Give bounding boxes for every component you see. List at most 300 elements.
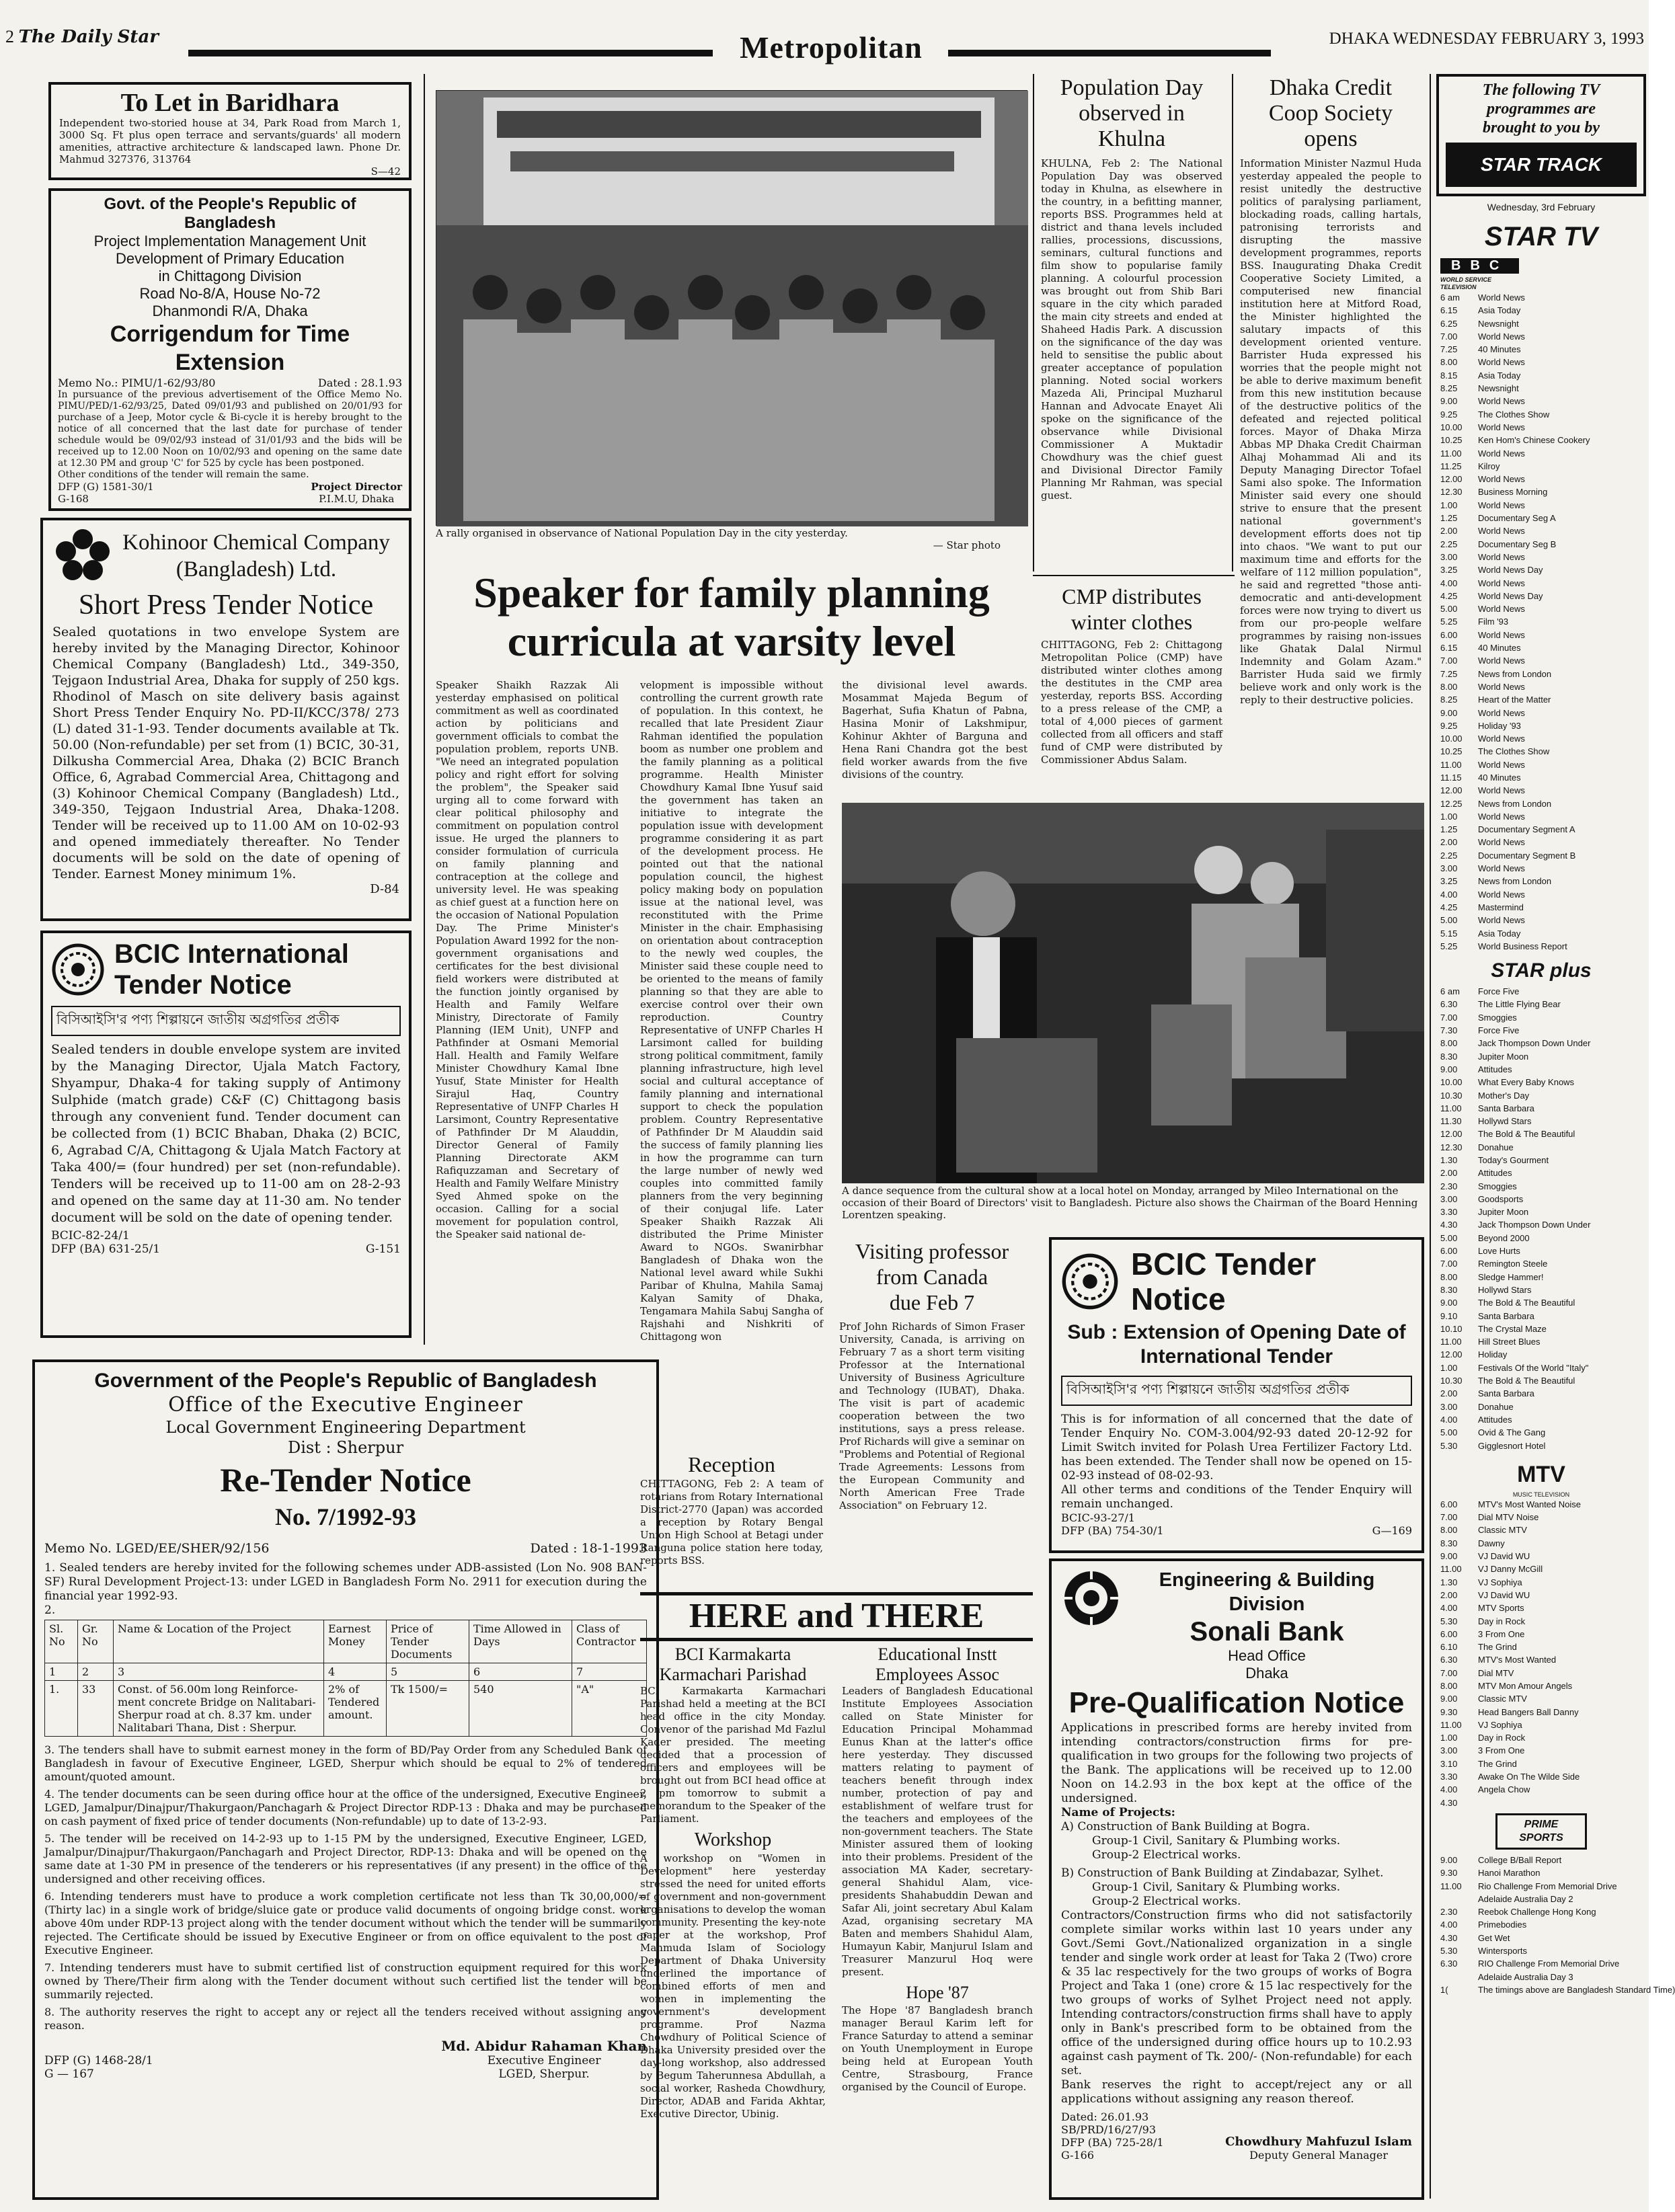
- corrigendum-notice: [48, 188, 412, 511]
- here-there-col-1: [640, 1645, 826, 2196]
- schedule-item: [1440, 395, 1646, 407]
- schedule-time: 12.00: [1440, 474, 1463, 485]
- schedule-programme: World News: [1478, 357, 1525, 368]
- table-cell: 540: [469, 1681, 572, 1737]
- schedule-time: 7.00: [1440, 1512, 1458, 1523]
- retender-number: No. 7/1992-93: [275, 1503, 416, 1530]
- column-rule-h: [1033, 575, 1235, 576]
- schedule-time: 8.00: [1440, 1680, 1458, 1691]
- schedule-programme: Awake On The Wilde Side: [1478, 1772, 1580, 1782]
- schedule-item: [1440, 1361, 1646, 1374]
- schedule-programme: Festivals Of the World "Italy": [1478, 1362, 1589, 1373]
- bcic1-code: BCIC-82-24/1: [51, 1229, 130, 1242]
- schedule-time: 3.30: [1440, 1207, 1458, 1218]
- schedule-item: [1440, 356, 1646, 368]
- schedule-programme: VJ Danny McGill: [1478, 1564, 1543, 1575]
- schedule-programme: World News: [1478, 707, 1525, 718]
- sonali-bank-name: Sonali Bank: [1190, 1617, 1344, 1647]
- star-plus-schedule: [1436, 985, 1646, 1452]
- schedule-item: [1440, 849, 1646, 862]
- sonali-project-b-group-1: Group-1 Civil, Sanitary & Plumbing works.: [1092, 1881, 1341, 1894]
- schedule-programme: Hollywd Stars: [1478, 1284, 1532, 1295]
- corrigendum-dfp: DFP (G) 1581-30/1: [58, 481, 154, 493]
- schedule-time: 6.30: [1440, 999, 1458, 1010]
- schedule-time: 3.00: [1440, 1193, 1458, 1204]
- schedule-time: 8.00: [1440, 681, 1458, 692]
- schedule-item: [1440, 1667, 1646, 1680]
- schedule-item: [1440, 330, 1646, 343]
- corrigendum-dept-line: Development of Primary Education: [116, 250, 344, 267]
- schedule-item: [1440, 1063, 1646, 1076]
- table-row: [45, 1681, 647, 1737]
- retender-clause: 7. Intending tenderers must have to submit certified list of construction equipment required for this work owned by There/Their firm along with the Tender document without such certified list the tender will be summarily rejected.: [44, 1961, 647, 2001]
- retender-date: Dated : 18-1-1993: [530, 1541, 647, 1556]
- retender-footer: [44, 2038, 647, 2081]
- schedule-programme: Documentary Seg B: [1478, 539, 1557, 549]
- bcic1-dfp: DFP (BA) 631-25/1: [51, 1242, 161, 1256]
- schedule-item: [1440, 1537, 1646, 1550]
- population-day-headline-1: Population Day: [1060, 75, 1204, 100]
- schedule-programme: Documentary Segment B: [1478, 850, 1576, 861]
- bbc-schedule: [1440, 291, 1646, 953]
- schedule-time: 7.00: [1440, 1259, 1458, 1269]
- kohinoor-tender-notice: [40, 518, 412, 921]
- schedule-time: 11.00: [1440, 759, 1462, 770]
- speaker-headline-line-1: Speaker for family planning: [473, 569, 990, 617]
- retender-memo: Memo No. LGED/EE/SHER/92/156: [44, 1541, 270, 1556]
- here-there-rule-top: [640, 1592, 1033, 1595]
- table-cell: Tk 1500/=: [387, 1681, 469, 1737]
- sonali-g: G-166: [1061, 2149, 1095, 2162]
- schedule-programme: News from London: [1478, 798, 1552, 809]
- schedule-item: [1440, 888, 1646, 901]
- visiting-professor-article: [839, 1238, 1025, 1588]
- schedule-time: 5.30: [1440, 1616, 1458, 1626]
- schedule-time: 8.00: [1440, 1271, 1458, 1282]
- schedule-item: [1440, 563, 1646, 576]
- schedule-time: 11.00: [1440, 1564, 1462, 1575]
- schedule-item: [1440, 1880, 1646, 1893]
- schedule-item: [1440, 1563, 1646, 1575]
- schedule-programme: World News: [1478, 474, 1525, 485]
- schedule-programme: Attitudes: [1478, 1414, 1512, 1425]
- table-header-row: [45, 1620, 647, 1663]
- schedule-programme: MTV Mon Amour Angels: [1478, 1680, 1573, 1691]
- schedule-time: 9.00: [1440, 1298, 1458, 1308]
- schedule-item: [1440, 1641, 1646, 1653]
- schedule-programme: The Bold & The Beautiful: [1478, 1129, 1575, 1140]
- schedule-item: [1440, 1770, 1646, 1783]
- schedule-time: 5.30: [1440, 1440, 1458, 1451]
- cmp-article: [1041, 584, 1222, 799]
- schedule-time: 4.00: [1440, 1414, 1458, 1425]
- dance-caption: A dance sequence from the cultural show at a local hotel on Monday, arranged by Mileo International on the occasion of their Board of Directors' visit to Bangladesh. Picture also shows the Chairman of the Board Henning Lorentzen speaking.: [842, 1185, 1418, 1221]
- schedule-programme: World News: [1478, 526, 1525, 537]
- schedule-time: 10.00: [1440, 422, 1463, 432]
- retender-govt-line: Government of the People's Republic of Bangladesh: [94, 1370, 597, 1392]
- table-header: Gr. No: [78, 1620, 114, 1663]
- schedule-time: 1(: [1440, 1984, 1448, 1995]
- bcic-logo-icon: [51, 943, 105, 996]
- schedule-programme: Day in Rock: [1478, 1616, 1526, 1626]
- schedule-time: 12.25: [1440, 798, 1463, 809]
- cmp-headline-1: CMP distributes: [1062, 584, 1202, 608]
- schedule-time: 9.25: [1440, 720, 1458, 731]
- edu-headline-2: Employees Assoc: [875, 1665, 1000, 1684]
- schedule-programme: Smoggies: [1478, 1181, 1517, 1191]
- tv-intro-line-2: programmes are: [1487, 100, 1596, 118]
- bci-headline-1: BCI Karmakarta: [674, 1645, 791, 1664]
- schedule-time: 9.00: [1440, 1551, 1458, 1562]
- table-header: Earnest Money: [324, 1620, 387, 1663]
- schedule-programme: Asia Today: [1478, 305, 1521, 316]
- prime-sports-logo-wrap: [1436, 1813, 1646, 1850]
- bcic1-title: BCIC International: [114, 939, 349, 969]
- schedule-programme: The Crystal Maze: [1478, 1323, 1547, 1334]
- coop-headline-2: Coop Society: [1268, 101, 1393, 126]
- schedule-programme: World News: [1478, 889, 1525, 900]
- kohinoor-body: Sealed quotations in two envelope System are hereby invited by the Managing Director, Kohinoor Chemical Company (Bangladesh) Ltd., 349-350, Tejgaon Industrial Area, Dhaka for supply of 250 kgs. Rhodinol of Masch on site delivery basis against Short Press Tender Enquiry No. PD-II/KCC/378/ 273 (L) dated 31-1-93. Tender documents available at Tk. 50.00 (Non-refundable) per set from (1) BCIC, 30-31, Dilkusha Commercial Area, Dhaka (2) BCIC Branch Office, 6, Agrabad Commercial Area, Chittagong and (3) Kohinoor Chemical Company (Bangladesh) Ltd., 349-350, Tejgaon Industrial Area, Dhaka-1208. Tender will be received up to 11.00 AM on 10-02-93 and opened immediately thereafter. No Tender documents will be sold on the date of opening of Tender. Earnest Money minimum 1%.: [52, 625, 399, 881]
- schedule-item: [1440, 1218, 1646, 1231]
- schedule-time: 5.00: [1440, 1232, 1458, 1243]
- here-there-title: HERE and THERE: [689, 1597, 984, 1635]
- schedule-programme: Head Bangers Ball Danny: [1478, 1706, 1579, 1717]
- to-let-body: Independent two-storied house at 34, Park Road from March 1, 3000 Sq. Ft plus open terrace and servants/guards' all modern amenities, attractive architecture & landscaped lawn. Phone Dr. Mahmud 327376, 313764: [59, 117, 401, 165]
- schedule-programme: Donahue: [1478, 1142, 1514, 1152]
- schedule-programme: World News: [1478, 292, 1525, 303]
- reception-body: CHITTAGONG, Feb 2: A team of rotarians from Rotary International District-2770 (Japan) was accorded a reception by Rotary Bengal Union High School at Betagi under Ranguna police station here today, reports BSS.: [640, 1478, 823, 1567]
- schedule-time: 2.30: [1440, 1907, 1458, 1918]
- schedule-item: [1440, 1957, 1646, 1970]
- table-cell: 5: [387, 1663, 469, 1681]
- cmp-headline-2: winter clothes: [1070, 610, 1193, 634]
- schedule-time: 8.00: [1440, 1038, 1458, 1049]
- tv-intro-line-3: brought to you by: [1482, 119, 1600, 136]
- schedule-item: [1440, 1983, 1675, 1996]
- schedule-item: [1440, 668, 1646, 680]
- schedule-time: 4.00: [1440, 889, 1458, 900]
- schedule-time: 6.00: [1440, 1628, 1458, 1639]
- schedule-time: 6.15: [1440, 643, 1458, 654]
- schedule-time: 1.00: [1440, 1733, 1458, 1743]
- schedule-programme: World News: [1478, 759, 1525, 770]
- rally-caption-block: [436, 527, 1027, 557]
- bcic1-footer: [51, 1229, 401, 1256]
- table-header: Time Allowed in Days: [469, 1620, 572, 1663]
- schedule-programme: What Every Baby Knows: [1478, 1077, 1575, 1088]
- schedule-programme: Classic MTV: [1478, 1694, 1527, 1704]
- rally-photo-image: [436, 91, 1028, 526]
- table-cell: Const. of 56.00m long Reinforce-ment concrete Bridge on Nalitabari-Sherpur road at ch. 8.37 km. under Nalitabari Thana, Dist : Sherpur.: [114, 1681, 324, 1737]
- schedule-time: 2.00: [1440, 837, 1458, 848]
- schedule-time: 4.00: [1440, 1920, 1458, 1930]
- schedule-item: [1440, 317, 1646, 330]
- schedule-time: 4.00: [1440, 578, 1458, 588]
- schedule-programme: World News: [1478, 396, 1525, 407]
- schedule-time: 7.00: [1440, 1667, 1458, 1678]
- schedule-programme: Sledge Hammer!: [1478, 1271, 1544, 1282]
- schedule-item: [1440, 862, 1646, 875]
- schedule-time: 10.00: [1440, 734, 1463, 744]
- schedule-item: [1440, 1744, 1646, 1757]
- schedule-item: [1440, 1206, 1646, 1218]
- page-number-folio: [5, 27, 274, 51]
- schedule-time: 9.00: [1440, 396, 1458, 407]
- schedule-item: [1440, 998, 1646, 1011]
- schedule-item: [1440, 1602, 1646, 1614]
- schedule-item: [1440, 1102, 1646, 1115]
- schedule-item: [1440, 421, 1646, 434]
- rally-caption: A rally organised in observance of National Population Day in the city yesterday.: [436, 527, 848, 539]
- schedule-time: 7.00: [1440, 1012, 1458, 1023]
- schedule-time: 4.30: [1440, 1797, 1458, 1808]
- schedule-programme: World News: [1478, 656, 1525, 666]
- schedule-item: [1440, 693, 1646, 706]
- schedule-programme: Dial MTV: [1478, 1667, 1514, 1678]
- schedule-programme: World News: [1478, 604, 1525, 615]
- schedule-time: 2.00: [1440, 1168, 1458, 1179]
- bcic1-bengali-slogan: বিসিআইসি'র পণ্য শিল্পায়নে জাতীয় অগ্রগতির প্রতীক: [51, 1006, 401, 1036]
- schedule-time: 8.30: [1440, 1051, 1458, 1062]
- schedule-programme: The Grind: [1478, 1758, 1517, 1769]
- schedule-item: [1440, 707, 1646, 719]
- hope-headline: Hope '87: [906, 1983, 969, 2002]
- schedule-item: [1440, 719, 1646, 732]
- column-rule: [1033, 74, 1034, 571]
- schedule-time: 4.30: [1440, 1932, 1458, 1943]
- sonali-footer: [1061, 2110, 1412, 2162]
- schedule-programme: Business Morning: [1478, 487, 1548, 498]
- schedule-programme: Kilroy: [1478, 461, 1500, 471]
- corrigendum-footer: [58, 481, 402, 505]
- schedule-item: [1440, 629, 1646, 641]
- schedule-item: [1440, 1905, 1646, 1918]
- schedule-programme: Santa Barbara: [1478, 1388, 1534, 1399]
- corrigendum-g: G-168: [58, 493, 89, 505]
- reception-article: [640, 1451, 823, 1592]
- sonali-projects-label: Name of Projects:: [1061, 1806, 1175, 1819]
- schedule-item: [1440, 1037, 1646, 1050]
- schedule-item: [1440, 1706, 1646, 1719]
- schedule-programme: World News Day: [1478, 590, 1543, 601]
- bbc-block: [1436, 258, 1646, 953]
- schedule-time: 3.00: [1440, 1401, 1458, 1412]
- bbc-logo: [1440, 258, 1646, 274]
- schedule-item: [1440, 551, 1646, 563]
- rally-photo: [436, 90, 1027, 526]
- schedule-programme: The Bold & The Beautiful: [1478, 1376, 1575, 1386]
- sonali-project-a: A) Construction of Bank Building at Bogra.: [1061, 1820, 1311, 1833]
- schedule-programme: 40 Minutes: [1478, 643, 1521, 654]
- schedule-item: [1440, 810, 1646, 823]
- table-cell: 33: [78, 1681, 114, 1737]
- schedule-programme: World News: [1478, 734, 1525, 744]
- header-rule-left: [188, 50, 713, 56]
- retender-clause: 3. The tenders shall have to submit earnest money in the form of BD/Pay Order from any Scheduled Bank of Bangladesh in favour of Executive Engineer, LGED, Sherpur which should be equal to 2% of tendered amount/quoted amount.: [44, 1743, 647, 1783]
- schedule-item: [1440, 1050, 1646, 1063]
- here-there-rule-bottom: [640, 1638, 1033, 1641]
- bcic2-code: BCIC-93-27/1: [1061, 1511, 1135, 1524]
- schedule-item: [1440, 1011, 1646, 1024]
- corrigendum-title: Corrigendum for Time Extension: [110, 321, 350, 375]
- bcic2-g: G—169: [1372, 1524, 1412, 1537]
- visiting-body: Prof John Richards of Simon Fraser University, Canada, is arriving on February 7 as a short term visiting Professor at the International University of Business Agriculture and Technology (IUBAT), Dhaka. The visit is part of academic cooperation between the two institutions, says a press release. Prof Richards will give a seminar on "Problems and Potential of Regional Trade Agreements: Lessons from the European Community and North American Free Trade Association" on February 12.: [839, 1320, 1025, 1511]
- schedule-time: 12.00: [1440, 1349, 1463, 1360]
- bcic2-bengali-slogan: বিসিআইসি'র পণ্য শিল্পায়নে জাতীয় অগ্রগতির প্রতীক: [1061, 1376, 1412, 1406]
- kohinoor-title: Short Press Tender Notice: [78, 590, 374, 621]
- re-tender-notice: [32, 1359, 659, 2200]
- bcic1-subtitle: Tender Notice: [114, 970, 292, 1000]
- schedule-time: 2.00: [1440, 526, 1458, 537]
- sonali-header: [1061, 1568, 1412, 1682]
- schedule-item: [1440, 1310, 1646, 1322]
- sonali-project-a-group-1: Group-1 Civil, Sanitary & Plumbing works.: [1092, 1834, 1341, 1848]
- schedule-item: [1440, 784, 1646, 797]
- schedule-time: 4.25: [1440, 902, 1458, 912]
- schedule-programme: The Clothes Show: [1478, 409, 1550, 420]
- retender-item-1: 1. Sealed tenders are hereby invited for the following schemes under ADB-assisted (Lon No. 908 BAN-SF) Rural Development Project-13: under LGED in Bangladesh Form No. 2911 for execution during the financial year 1992-93.: [44, 1561, 647, 1603]
- schedule-programme: Jupiter Moon: [1478, 1207, 1529, 1218]
- tv-day: Wednesday, 3rd February: [1487, 202, 1596, 212]
- schedule-item: [1440, 1854, 1646, 1866]
- schedule-time: 3.30: [1440, 1772, 1458, 1782]
- schedule-programme: Holiday: [1478, 1349, 1508, 1360]
- schedule-item: [1440, 1653, 1646, 1666]
- dance-photo-image: [842, 803, 1424, 1183]
- schedule-time: 6.10: [1440, 1642, 1458, 1653]
- schedule-time: 3.25: [1440, 565, 1458, 576]
- schedule-programme: Day in Rock: [1478, 1733, 1526, 1743]
- schedule-time: 3.25: [1440, 876, 1458, 887]
- prime-sports-logo: PRIME SPORTS: [1495, 1813, 1587, 1850]
- schedule-time: 10.30: [1440, 1376, 1463, 1386]
- schedule-time: 5.00: [1440, 915, 1458, 926]
- schedule-time: 11.25: [1440, 461, 1462, 471]
- sonali-city: Dhaka: [1245, 1665, 1288, 1682]
- speaker-col-2: velopment is impossible without controlling the current growth rate of population. In this context, he recalled that late President Ziaur Rahman identified the population boom as number one problem and the family planning as a political programme. Health Minister Chowdhury Kamal Ibne Yusuf said the government has taken an initiative to integrate the population issue with development programme considering it as part of the development process. He pointed out that the national population council, the highest policy making body on population issue at the national level, was reconstituted with the Prime Minister in the chair. Emphasising on orientation about contraception to the newly wed couples, the Minister said these couple need to be oriented to the means of family planning so that they are able to exercise control over their own reproduction. Country Representative of UNFP Charles H Larsimont called for building strong political commitment, family planning infrastructure, high level social and cultural acceptance of family planning and international support to check the population problem. Country Representative of Pathfinder Dr M Alauddin said the success of family planning lies in how the programme can turn the large number of newly wed couples into committed family planners from the very beginning of their conjugal life. Later Speaker Shaikh Razzak Ali distributed the Prime Minister Award to NGOs. Swanirbhar Bangladesh of Dhaka won the National level award while Sukhi Paribar of Khulna, Mahila Samaj Kalyan Samity of Dhaka, Tengamara Mahila Sabuj Sangha of Rajshahi and Nishkriti of Chittagong won: [640, 679, 823, 1343]
- retender-schemes-table: [44, 1620, 647, 1737]
- corrigendum-govt-line: Govt. of the People's Republic of Bangladesh: [104, 195, 356, 232]
- schedule-programme: World News: [1478, 331, 1525, 342]
- schedule-programme: VJ Sophiya: [1478, 1719, 1522, 1730]
- cmp-body: CHITTAGONG, Feb 2: Chittagong Metropolitan Police (CMP) have distributed winter clothes among the destitutes in the CMP area yesterday, reports BSS. According to a press release of the CMP, a total of 4,000 pieces of garment collected from all officers and staff fund of CMP were distributed by Commissioner Abdus Salam.: [1041, 639, 1222, 766]
- table-header: Name & Location of the Project: [114, 1620, 324, 1663]
- schedule-item: [1440, 1932, 1646, 1944]
- schedule-programme: Jupiter Moon: [1478, 1051, 1529, 1062]
- schedule-item: [1440, 680, 1646, 693]
- schedule-item: [1440, 1524, 1646, 1536]
- schedule-programme: The Little Flying Bear: [1478, 999, 1561, 1010]
- schedule-item: [1440, 1271, 1646, 1283]
- schedule-item: [1440, 369, 1646, 382]
- hope-body: The Hope '87 Bangladesh branch manager Beraul Karim left for France Saturday to attend a seminar on Youth Unemployment in Europe being held at European Youth Centre, Strasbourg, France organised by the Council of Europe.: [842, 2004, 1033, 2093]
- schedule-item: [1440, 1245, 1646, 1257]
- kohinoor-company-suffix: (Bangladesh) Ltd.: [176, 557, 337, 582]
- corrigendum-office: P.I.M.U, Dhaka: [319, 493, 395, 505]
- schedule-programme: Adelaide Australia Day 3: [1478, 1971, 1573, 1982]
- schedule-time: 11.00: [1440, 1337, 1462, 1347]
- table-header: Price of Tender Documents: [387, 1620, 469, 1663]
- sonali-title: Pre-Qualification Notice: [1068, 1686, 1405, 1719]
- schedule-time: 5.00: [1440, 604, 1458, 615]
- schedule-time: 6.00: [1440, 629, 1458, 640]
- bci-body: BCI Karmakarta Karmachari Parishad held a meeting at the BCI head office in the city Monday. Convenor of the parishad Md Fazlul Kader presided. The meeting decided that a procession of officers and employees will be brought out from BCI head office at 2 pm tomorrow to submit a memorandum to the Speaker of the Parliament.: [640, 1685, 826, 1825]
- schedule-programme: World News: [1478, 811, 1525, 822]
- to-let-ad: [48, 82, 412, 180]
- corrigendum-area-line: Dhanmondi R/A, Dhaka: [152, 303, 308, 319]
- schedule-time: 5.25: [1440, 941, 1458, 951]
- schedule-time: 10.25: [1440, 746, 1463, 757]
- bcic2-sub-line-1: Sub : Extension of Opening Date of: [1067, 1321, 1406, 1343]
- workshop-body: A workshop on "Women in Development" here yesterday stressed the need for united efforts of government and non-government organisations to develop the woman community. Presenting the key-note paper at the workshop, Prof Mahmuda Islam of Sociology Department of Dhaka University underlined the importance of combined efforts of men and women in implementing the government's development programme. Prof Nazma Chowdhury of Political Science of Dhaka University presided over the day-long workshop, also addressed by Begum Taherunnesa Abdullah, a social worker, Rasheda Chowdhury, Director, ADAB and Farida Akhtar, Executive Director, Ubinig.: [640, 1852, 826, 2120]
- schedule-programme: World News: [1478, 785, 1525, 796]
- schedule-item: [1440, 875, 1646, 887]
- schedule-item: [1440, 641, 1646, 654]
- retender-district-line: Dist : Sherpur: [287, 1438, 404, 1457]
- schedule-time: 12.00: [1440, 1129, 1463, 1140]
- schedule-time: 10.30: [1440, 1090, 1463, 1101]
- retender-g: G — 167: [44, 2067, 94, 2081]
- schedule-time: 9.30: [1440, 1868, 1458, 1879]
- retender-dfp: DFP (G) 1468-28/1: [44, 2054, 153, 2067]
- schedule-item: [1440, 654, 1646, 667]
- schedule-programme: RIO Challenge From Memorial Drive: [1478, 1959, 1620, 1969]
- star-tv-logo: STAR TV: [1484, 222, 1598, 251]
- population-day-headline-3: Khulna: [1097, 126, 1166, 151]
- schedule-item: [1440, 771, 1646, 784]
- schedule-programme: The timings above are Bangladesh Standard Time): [1478, 1984, 1675, 1995]
- schedule-time: 7.00: [1440, 331, 1458, 342]
- retender-title: Re-Tender Notice: [220, 1461, 471, 1499]
- visiting-headline-1: Visiting professor: [855, 1239, 1009, 1263]
- schedule-item: [1440, 1167, 1646, 1179]
- mtv-schedule: [1436, 1498, 1646, 1809]
- schedule-time: 1.00: [1440, 500, 1458, 510]
- table-cell: 1.: [45, 1681, 78, 1737]
- schedule-programme: Mastermind: [1478, 902, 1524, 912]
- schedule-item: [1440, 1783, 1646, 1796]
- schedule-item: [1440, 1128, 1646, 1140]
- schedule-item: [1440, 758, 1646, 771]
- reception-headline: Reception: [688, 1452, 775, 1476]
- schedule-item: [1440, 615, 1646, 628]
- schedule-programme: 3 From One: [1478, 1628, 1525, 1639]
- schedule-item: [1440, 590, 1646, 602]
- schedule-item: [1440, 1180, 1646, 1193]
- sonali-body: Applications in prescribed forms are hereby invited from intending contractors/construction firms for pre-qualification in two groups for the following two projects of the Bank. The applications will be received up to 12.00 Noon on 14.2.93 in the box kept at the office of the undersigned.: [1061, 1721, 1412, 1805]
- schedule-item: [1440, 524, 1646, 537]
- schedule-item: [1440, 901, 1646, 914]
- bcic2-sub-line-2: International Tender: [1140, 1345, 1333, 1368]
- coop-article: [1240, 75, 1421, 808]
- schedule-time: 8.25: [1440, 383, 1458, 394]
- schedule-programme: World News: [1478, 422, 1525, 432]
- schedule-time: 7.25: [1440, 668, 1458, 679]
- sonali-body-3: Bank reserves the right to accept/reject any or all applications without assigning any reason thereof.: [1061, 2078, 1412, 2106]
- edu-body: Leaders of Bangladesh Educational Institute Employees Association called on State Minister for Education Principal Mohammad Eunus Khan at the latter's office here yesterday. They discussed matters relating to payment of teachers benefit through index number, protection of pay and establishment of welfare trust for the teachers and employees of the non-government teachers. The State Minister assured them of looking into their problems. President of the association MA Kader, secretary-general Shahidul Alam, vice-presidents Shahabuddin Dewan and Safar Ali, joint secretary Abul Kalam Azad, organising secretary MA Baten and members Shahidul Alam, Humayun Kabir, Manjurul Islam and Treasurer Manzurul Hoq were present.: [842, 1685, 1033, 1978]
- corrigendum-memo-row: [58, 377, 402, 389]
- sonali-bank-logo-icon: [1061, 1568, 1122, 1628]
- table-cell: 6: [469, 1663, 572, 1681]
- schedule-item: [1440, 473, 1646, 485]
- to-let-code: S—42: [371, 165, 401, 177]
- schedule-programme: World News: [1478, 500, 1525, 510]
- schedule-item: [1440, 745, 1646, 758]
- schedule-time: 3.10: [1440, 1758, 1458, 1769]
- schedule-programme: Ken Hom's Chinese Cookery: [1478, 435, 1590, 446]
- schedule-time: 1.00: [1440, 811, 1458, 822]
- schedule-programme: VJ David WU: [1478, 1589, 1530, 1600]
